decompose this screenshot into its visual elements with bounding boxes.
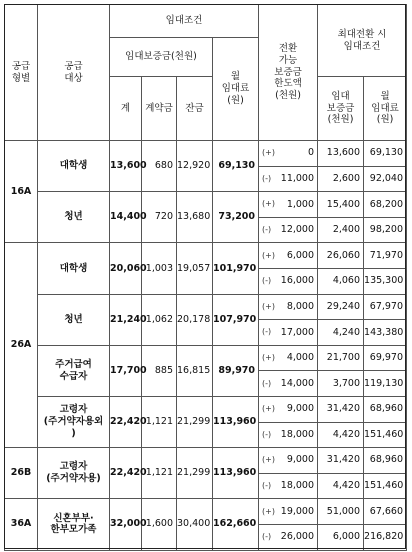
- conv-deposit-cell: 51,000: [318, 499, 364, 525]
- deposit-total-cell: 22,420: [110, 448, 142, 499]
- conv-deposit-cell: 2,400: [318, 217, 364, 243]
- deposit-balance-cell: 19,057: [177, 243, 213, 294]
- convertible-amount-cell: 11,000: [276, 166, 318, 192]
- header-contract: 계약금: [142, 77, 177, 141]
- conv-rent-cell: 71,970: [364, 243, 407, 269]
- sign-cell: (-): [259, 422, 276, 448]
- sign-cell: (-): [259, 320, 276, 346]
- supply-target-cell: 신혼부부· 한부모가족: [38, 499, 110, 550]
- conv-rent-cell: 92,040: [364, 166, 407, 192]
- conv-deposit-cell: 4,240: [318, 320, 364, 346]
- supply-target-cell: 주거급여 수급자: [38, 345, 110, 396]
- convertible-amount-cell: 17,000: [276, 320, 318, 346]
- header-convertible-limit: 전환 가능 보증금 한도액 (천원): [259, 5, 318, 141]
- convertible-amount-cell: 9,000: [276, 396, 318, 422]
- monthly-rent-cell: 113,960: [213, 448, 259, 499]
- convertible-amount-cell: 4,000: [276, 345, 318, 371]
- conv-deposit-cell: 31,420: [318, 448, 364, 474]
- convertible-amount-cell: 0: [276, 141, 318, 167]
- header-max-conversion: 최대전환 시 임대조건: [318, 5, 407, 77]
- sign-cell: (+): [259, 141, 276, 167]
- supply-target-cell: 대학생: [38, 243, 110, 294]
- conv-deposit-cell: 15,400: [318, 192, 364, 218]
- conv-rent-cell: 98,200: [364, 217, 407, 243]
- conv-deposit-cell: 26,060: [318, 243, 364, 269]
- deposit-balance-cell: 13,680: [177, 192, 213, 243]
- deposit-contract-cell: 720: [142, 192, 177, 243]
- header-lease-conditions: 임대조건: [110, 5, 259, 38]
- conv-rent-cell: 68,960: [364, 396, 407, 422]
- sign-cell: (-): [259, 268, 276, 294]
- conv-deposit-cell: 2,600: [318, 166, 364, 192]
- sign-cell: (+): [259, 448, 276, 474]
- deposit-balance-cell: 30,400: [177, 499, 213, 550]
- deposit-contract-cell: 1,121: [142, 396, 177, 447]
- monthly-rent-cell: 107,970: [213, 294, 259, 345]
- conv-rent-cell: 68,200: [364, 192, 407, 218]
- sign-cell: (+): [259, 345, 276, 371]
- deposit-contract-cell: 1,003: [142, 243, 177, 294]
- deposit-total-cell: 13,600: [110, 141, 142, 192]
- conv-rent-cell: 151,460: [364, 422, 407, 448]
- sign-cell: (-): [259, 166, 276, 192]
- monthly-rent-cell: 101,970: [213, 243, 259, 294]
- convertible-amount-cell: 18,000: [276, 422, 318, 448]
- deposit-contract-cell: 1,062: [142, 294, 177, 345]
- conv-rent-cell: 119,130: [364, 371, 407, 397]
- deposit-total-cell: 32,000: [110, 499, 142, 550]
- supply-target-cell: 고령자 (주거약자용외 ): [38, 396, 110, 447]
- convertible-amount-cell: 14,000: [276, 371, 318, 397]
- supply-type-cell: 16A: [5, 141, 38, 243]
- deposit-contract-cell: 1,121: [142, 448, 177, 499]
- conv-rent-cell: 69,970: [364, 345, 407, 371]
- supply-target-cell: 청년: [38, 192, 110, 243]
- conv-rent-cell: 151,460: [364, 473, 407, 499]
- conv-deposit-cell: 4,420: [318, 422, 364, 448]
- monthly-rent-cell: 162,660: [213, 499, 259, 550]
- convertible-amount-cell: 9,000: [276, 448, 318, 474]
- conv-deposit-cell: 3,700: [318, 371, 364, 397]
- deposit-total-cell: 14,400: [110, 192, 142, 243]
- header-supply-target: 공급 대상: [38, 5, 110, 141]
- monthly-rent-cell: 73,200: [213, 192, 259, 243]
- conv-rent-cell: 67,970: [364, 294, 407, 320]
- convertible-amount-cell: 19,000: [276, 499, 318, 525]
- header-total: 계: [110, 77, 142, 141]
- deposit-balance-cell: 21,299: [177, 396, 213, 447]
- deposit-total-cell: 20,060: [110, 243, 142, 294]
- supply-target-cell: 고령자 (주거약자용): [38, 448, 110, 499]
- supply-target-cell: 청년: [38, 294, 110, 345]
- monthly-rent-cell: 89,970: [213, 345, 259, 396]
- sign-cell: (-): [259, 217, 276, 243]
- conv-rent-cell: 216,820: [364, 524, 407, 550]
- supply-type-cell: 36A: [5, 499, 38, 550]
- sign-cell: (+): [259, 192, 276, 218]
- header-balance: 잔금: [177, 77, 213, 141]
- conv-rent-cell: 69,130: [364, 141, 407, 167]
- deposit-contract-cell: 885: [142, 345, 177, 396]
- deposit-balance-cell: 12,920: [177, 141, 213, 192]
- conv-rent-cell: 68,960: [364, 448, 407, 474]
- deposit-total-cell: 17,700: [110, 345, 142, 396]
- supply-type-cell: 26B: [5, 448, 38, 499]
- deposit-balance-cell: 16,815: [177, 345, 213, 396]
- supply-target-cell: 대학생: [38, 141, 110, 192]
- conv-deposit-cell: 4,420: [318, 473, 364, 499]
- conv-rent-cell: 67,660: [364, 499, 407, 525]
- convertible-amount-cell: 12,000: [276, 217, 318, 243]
- conv-rent-cell: 135,300: [364, 268, 407, 294]
- convertible-amount-cell: 26,000: [276, 524, 318, 550]
- conv-deposit-cell: 31,420: [318, 396, 364, 422]
- convertible-amount-cell: 6,000: [276, 243, 318, 269]
- deposit-balance-cell: 21,299: [177, 448, 213, 499]
- header-conv-deposit: 임대 보증금 (천원): [318, 77, 364, 141]
- conv-deposit-cell: 13,600: [318, 141, 364, 167]
- monthly-rent-cell: 69,130: [213, 141, 259, 192]
- supply-type-cell: 26A: [5, 243, 38, 448]
- sign-cell: (+): [259, 396, 276, 422]
- convertible-amount-cell: 16,000: [276, 268, 318, 294]
- sign-cell: (-): [259, 473, 276, 499]
- monthly-rent-cell: 113,960: [213, 396, 259, 447]
- sign-cell: (+): [259, 243, 276, 269]
- header-supply-type: 공급 형별: [5, 5, 38, 141]
- sign-cell: (-): [259, 524, 276, 550]
- header-deposit-group: 임대보증금(천원): [110, 38, 213, 77]
- outer-frame: [4, 4, 406, 549]
- convertible-amount-cell: 18,000: [276, 473, 318, 499]
- deposit-contract-cell: 680: [142, 141, 177, 192]
- header-monthly-rent: 월 임대료 (원): [213, 38, 259, 141]
- header-conv-rent: 월 임대료 (원): [364, 77, 407, 141]
- sign-cell: (+): [259, 499, 276, 525]
- deposit-total-cell: 22,420: [110, 396, 142, 447]
- deposit-total-cell: 21,240: [110, 294, 142, 345]
- conv-rent-cell: 143,380: [364, 320, 407, 346]
- convertible-amount-cell: 1,000: [276, 192, 318, 218]
- sign-cell: (+): [259, 294, 276, 320]
- deposit-balance-cell: 20,178: [177, 294, 213, 345]
- conv-deposit-cell: 21,700: [318, 345, 364, 371]
- deposit-contract-cell: 1,600: [142, 499, 177, 550]
- convertible-amount-cell: 8,000: [276, 294, 318, 320]
- conv-deposit-cell: 6,000: [318, 524, 364, 550]
- sign-cell: (-): [259, 371, 276, 397]
- conv-deposit-cell: 29,240: [318, 294, 364, 320]
- conv-deposit-cell: 4,060: [318, 268, 364, 294]
